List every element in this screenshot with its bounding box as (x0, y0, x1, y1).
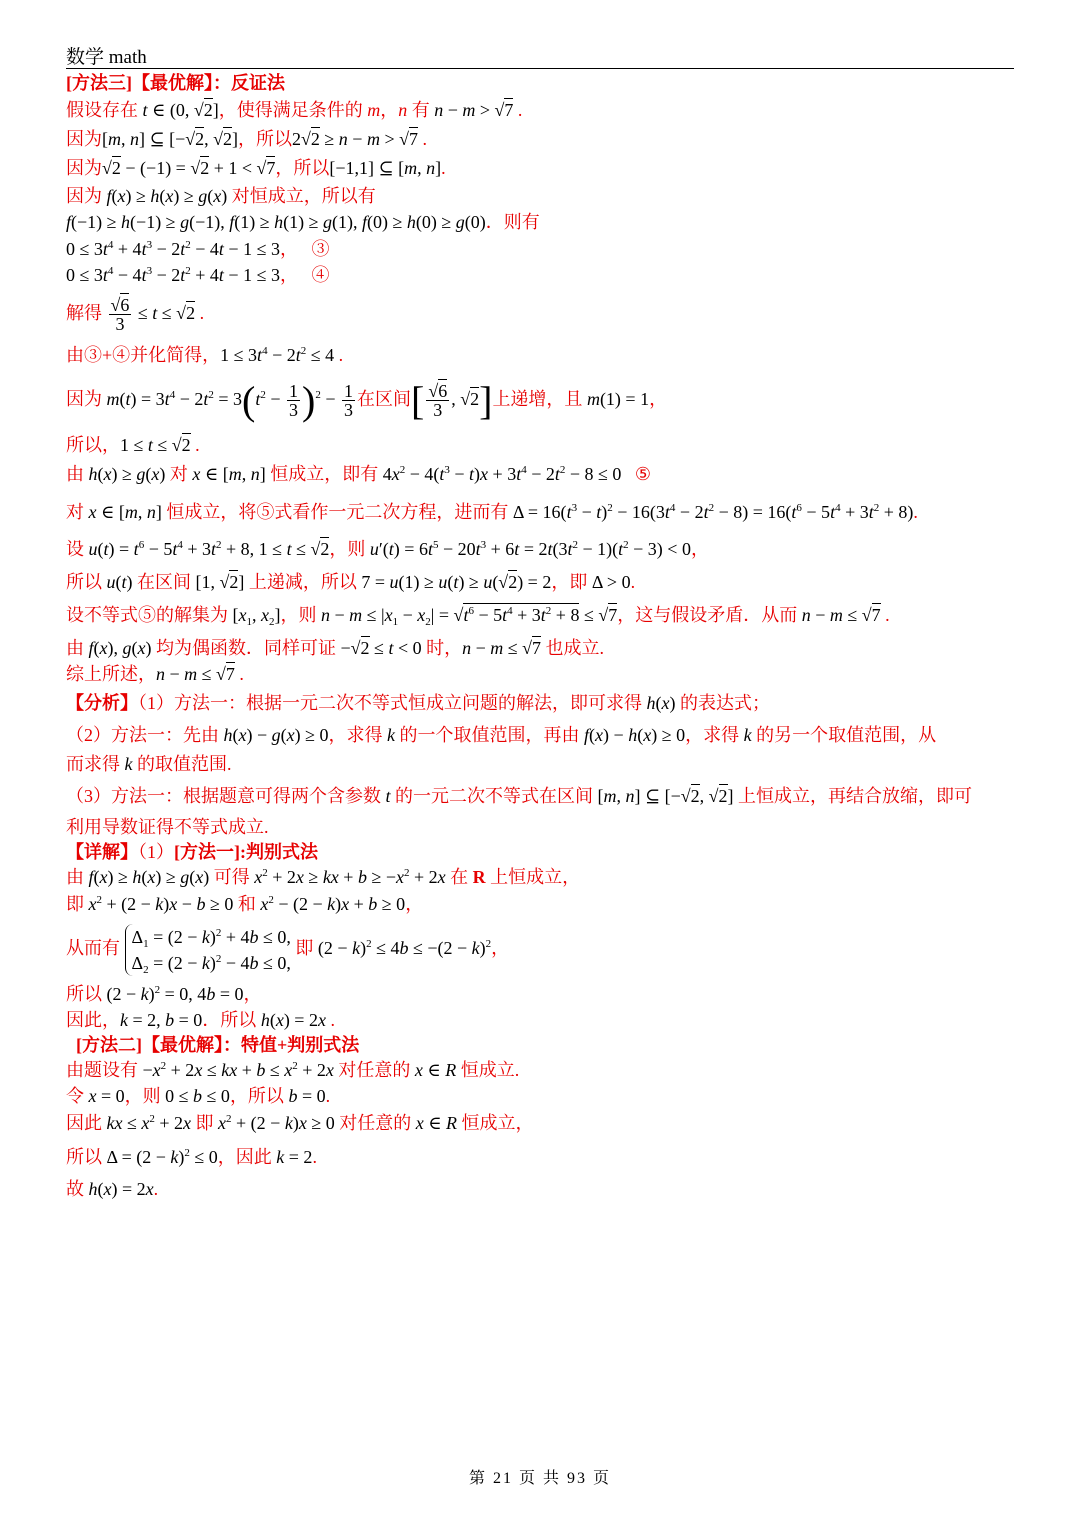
analysis-line-4: （3）方法一：根据题意可得两个含参数 t 的一元二次不等式在区间 [m, n] ⊆ [−√2, √2] 上恒成立，再结合放缩，即可 (66, 786, 973, 806)
detail-line-1: 【详解】（1）[方法一]:判别式法 (66, 842, 318, 862)
line-18: 综上所述，n − m ≤ √7 . (66, 664, 244, 684)
line-08: 解得 $\frac{√6}{3}$ ≤ t ≤ √2 . (66, 295, 205, 335)
page-header: 数学 math (66, 47, 147, 68)
method2-title: [方法二]【最优解】：特值+判别式法 (76, 1035, 360, 1055)
line-06: $0 \le 3t^4 + 4t^3 - 2t^2 - 4t - 1 \le 3$， ③ (66, 239, 330, 259)
line-15: 所以 u(t) 在区间 [1, √2] 上递减，所以 7 = u(1) ≥ u(t) ≥ u(√2) = 2，即 Δ > 0. (66, 572, 636, 592)
analysis-line-1: 【分析】（1）方法一：根据一元二次不等式恒成立问题的解法，即可求得 h(x) 的表达式； (66, 693, 770, 713)
line-01: 假设存在 t ∈ (0, √2]，使得满足条件的 m，n 有 n − m > √7 . (66, 100, 523, 120)
detail-line-2: 由 f(x) ≥ h(x) ≥ g(x) 可得 $x^2 + 2x$ ≥ kx + $b \ge -x^2 + 2x$ 在 R 上恒成立， (66, 867, 581, 887)
line-16: 设不等式⑤的解集为 [$x_1$, $x_2$]，则 $n - m \le |x_1 - x_2| = √t^6 - 5t^4 + 3t^2 + 8 \le √7$，这与假设矛盾．从而 n − m ≤ √7 . (66, 605, 890, 628)
detail-title: 【详解】 (66, 842, 138, 862)
line-03: 因为√2 − (−1) = √2 + 1 < √7，所以[−1,1] ⊆ [m, n]. (66, 158, 446, 178)
line-07: $0 \le 3t^4 - 4t^3 - 2t^2 + 4t - 1 \le 3$， ④ (66, 265, 330, 285)
line-02: 因为[m, n] ⊆ [−√2, √2]，所以2√2 ≥ n − m > √7 . (66, 129, 427, 149)
method2-line-4: 所以 $\Delta = (2 - k)^2 \le 0$，因此 k = 2. (66, 1147, 317, 1167)
detail-line-3: 即 $x^2 + (2 - k)x - b \ge 0$ 和 $x^2 - (2 - k)x + b \ge 0$， (66, 894, 424, 914)
analysis-line-3: 而求得 k 的取值范围. (66, 754, 232, 774)
method2-line-3: 因此 kx ≤ $x^2 + 2x$ 即 $x^2 + (2 - k)x \ge 0$ 对任意的 x ∈ R 恒成立， (66, 1113, 534, 1133)
line-12: 由 h(x) ≥ g(x) 对 x ∈ [m, n] 恒成立，即有 $4x^2 - 4(t^3 - t)x + 3t^4 - 2t^2 - 8 \le 0$ ⑤ (66, 464, 652, 484)
line-09: 由③+④并化简得，$1 \le 3t^4 - 2t^2 \le 4$ . (66, 345, 344, 365)
line-11: 所以，1 ≤ t ≤ √2 . (66, 435, 200, 455)
page-footer: 第 21 页 共 93 页 (468, 1470, 611, 1487)
analysis-title: 【分析】 (66, 693, 138, 713)
line-17: 由 f(x), g(x) 均为偶函数．同样可证 −√2 ≤ t < 0 时，n − m ≤ √7 也成立. (66, 638, 605, 658)
header-rule (66, 68, 1014, 69)
detail-line-4: 从而有 $\Delta_1 = (2 - k)^2 + 4b \le 0$, $\Delta_2 = (2 - k)^2 - 4b \le 0$, 即 $(2 - k)^2 \le 4b \le -(2 - k)^2$， (66, 921, 509, 976)
detail-line-5: 所以 $(2 - k)^2 = 0$, 4b = 0， (66, 984, 262, 1004)
method2-line-5: 故 h(x) = 2x. (66, 1179, 159, 1199)
line-14: 设 $u(t) = t^6 - 5t^4 + 3t^2 + 8$, 1 ≤ t ≤ √2，则 $u'(t) = 6t^5 - 20t^3 + 6t = 2t(3t^2 - 1)(t^2 - 3) < 0$， (66, 539, 709, 559)
line-05: f(−1) ≥ h(−1) ≥ g(−1), f(1) ≥ h(1) ≥ g(1), f(0) ≥ h(0) ≥ g(0)．则有 (66, 212, 540, 232)
method1-title: [方法一]:判别式法 (174, 842, 318, 862)
line-10: 因为 $m(t) = 3t^4 - 2t^2 = 3(t^2$ − $\frac{1}{3}$ )$^2$ − $\frac{1}{3}$ 在区间[ $\frac{√6}{3}$ , √2]上递增，且 m(1) = 1， (66, 377, 668, 423)
analysis-line-5: 利用导数证得不等式成立. (66, 817, 269, 837)
detail-line-6: 因此，k = 2, b = 0．所以 h(x) = 2x . (66, 1010, 335, 1030)
line-04: 因为 f(x) ≥ h(x) ≥ g(x) 对恒成立，所以有 (66, 186, 376, 206)
line-13: 对 x ∈ [m, n] 恒成立，将⑤式看作一元二次方程，进而有 $\Delta = 16(t^3 - t)^2 - 16(3t^4 - 2t^2 - 8) = 16(t^6 - 5t^4 + 3t^2 + 8)$. (66, 502, 918, 522)
analysis-line-2: （2）方法一：先由 h(x) − g(x) ≥ 0，求得 k 的一个取值范围，再由 f(x) − h(x) ≥ 0，求得 k 的另一个取值范围，从 (66, 725, 937, 745)
method3-title: [方法三]【最优解】：反证法 (66, 73, 285, 93)
method2-line-2: 令 x = 0，则 0 ≤ b ≤ 0，所以 b = 0. (66, 1086, 331, 1106)
method2-line-1: 由题设有 $-x^2 + 2x$ ≤ kx + $b \le x^2 + 2x$ 对任意的 x ∈ R 恒成立. (66, 1060, 520, 1080)
